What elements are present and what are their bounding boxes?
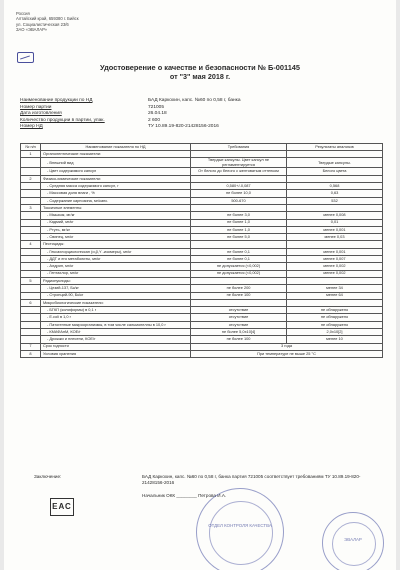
row-number: 8 (21, 350, 41, 357)
column-header: Требования (191, 144, 287, 151)
requirement: От белого до белого с желтоватым оттенком (191, 168, 287, 175)
table-row (21, 219, 383, 226)
table-row (21, 151, 383, 158)
row-number (21, 190, 41, 197)
result: менее 0,001 (287, 226, 383, 233)
table-row (21, 299, 383, 306)
requirement: не более 100 (191, 292, 287, 299)
requirement (191, 204, 287, 211)
row-number (21, 158, 41, 168)
requirement: не более 0,1 (191, 248, 287, 255)
table-row (21, 343, 383, 350)
row-number (21, 212, 41, 219)
indicator-name: Радионуклиды: (41, 277, 191, 284)
table-row (21, 277, 383, 284)
indicator-name: - ДДТ и его метаболиты, мг/кг (41, 256, 191, 263)
indicator-name: - E.coli в 1,0 г (41, 314, 191, 321)
requirement: отсутствие (191, 321, 287, 328)
row-number (21, 248, 41, 255)
result: 2,0х10[2] (287, 329, 383, 336)
quality-table (20, 143, 383, 358)
requirement (191, 277, 287, 284)
table-row (21, 234, 383, 241)
requirement: не более 3,0 (191, 212, 287, 219)
result: Твердые капсулы. (287, 158, 383, 168)
result: менее 0,03 (287, 234, 383, 241)
result: менее 0,002 (287, 270, 383, 277)
indicator-name: Органолептические показатели: (41, 151, 191, 158)
result: менее 64 (287, 292, 383, 299)
result: 532 (287, 197, 383, 204)
info-value: БАД Каркохин, капс. №60 по 0,58 г, банка (148, 98, 241, 103)
indicator-name: - Патогенные микроорганизмы, в том числе сальмонеллы в 10,0 г (41, 321, 191, 328)
indicator-name: - Кадмий, мг/кг (41, 219, 191, 226)
row-number: 1 (21, 151, 41, 158)
row-number: 6 (21, 299, 41, 306)
info-key: Количество продукции в партии, упак. (20, 117, 105, 123)
result: менее 0,001 (287, 248, 383, 255)
table-row (21, 226, 383, 233)
column-header: Наименование показателя по НД (41, 144, 191, 151)
header-line: ЗАО «ЭВАЛАР» (16, 27, 47, 33)
indicator-name: Условия хранения (41, 350, 191, 357)
table-row (21, 204, 383, 211)
info-key: Наименование продукции по НД (20, 98, 93, 103)
table-row (21, 183, 383, 190)
indicator-name: - Массовая доля влаги , % (41, 190, 191, 197)
info-value: 721005 (148, 104, 165, 110)
indicator-name: - Алдрин, мг/кг (41, 263, 191, 270)
row-number: 5 (21, 277, 41, 284)
indicator-name: - Стронций-90, Бк/кг (41, 292, 191, 299)
result (287, 299, 383, 306)
row-number (21, 226, 41, 233)
indicator-name: Токсичные элементы: (41, 204, 191, 211)
row-number (21, 183, 41, 190)
header-line: Алтайский край, 659380 г. Бийск (16, 16, 79, 22)
indicator-name: - БГКП (колиформы) в 0,1 г (41, 307, 191, 314)
table-row (21, 307, 383, 314)
requirement (191, 299, 287, 306)
row-number (21, 314, 41, 321)
result (287, 241, 383, 248)
info-value: 2 600 (148, 117, 161, 123)
result (287, 204, 383, 211)
row-number (21, 292, 41, 299)
table-row (21, 212, 383, 219)
indicator-name: Срок годности (41, 343, 191, 350)
table-row (21, 263, 383, 270)
table-row (21, 190, 383, 197)
result (287, 151, 383, 158)
result: менее 10 (287, 336, 383, 343)
requirement: не более 0,1 (191, 256, 287, 263)
company-stamp (322, 512, 384, 570)
row-number (21, 234, 41, 241)
result: не обнаружено (287, 321, 383, 328)
row-number (21, 263, 41, 270)
table-row (21, 285, 383, 292)
requirement (191, 175, 287, 182)
indicator-name: - Гексахлорциклогексан (α,β,Y -изомеры), мг/кг (41, 248, 191, 255)
table-row (21, 329, 383, 336)
indicator-name: - КМАФАнМ, КОЕ/г (41, 329, 191, 336)
column-header: Результаты анализов (287, 144, 383, 151)
indicator-name: Микробиологические показатели: (41, 299, 191, 306)
row-number (21, 270, 41, 277)
info-value: 26.04.18 (148, 111, 167, 116)
result: 0,568 (287, 183, 383, 190)
table-header-row (21, 144, 383, 151)
row-number (21, 307, 41, 314)
indicator-name: - Дрожжи и плесени, КОЕ/г (41, 336, 191, 343)
row-number (21, 329, 41, 336)
indicator-name: - Средняя масса содержимого капсул, г (41, 183, 191, 190)
requirement: не более 5,0х10[4] (191, 329, 287, 336)
table-row (21, 168, 383, 175)
row-number: 2 (21, 175, 41, 182)
row-number (21, 321, 41, 328)
indicator-name: Физико-химические показатели: (41, 175, 191, 182)
requirement: не более 5,0 (191, 234, 287, 241)
requirement: 3 года (191, 343, 383, 350)
table-row (21, 336, 383, 343)
result (287, 277, 383, 284)
requirement: не более 10,0 (191, 190, 287, 197)
table-row (21, 256, 383, 263)
result: менее 0,002 (287, 263, 383, 270)
table-row (21, 270, 383, 277)
column-header: № п/п (21, 144, 41, 151)
requirement: 0,580+/-0,087 (191, 183, 287, 190)
row-number (21, 256, 41, 263)
requirement: не более 1,0 (191, 226, 287, 233)
info-value: ТУ 10.89.19-820-21428156-2016 (148, 124, 219, 129)
header-line: Россия (16, 11, 30, 16)
header-line: ул. Социалистическая 23/6 (16, 21, 69, 27)
result: 0,01 (287, 219, 383, 226)
indicator-name: - Гептахлор, мг/кг (41, 270, 191, 277)
company-logo (17, 52, 34, 63)
indicator-name: - Мышьяк, мг/кг (41, 212, 191, 219)
table-row (21, 158, 383, 168)
indicator-name: - Ртуть, мг/кг (41, 226, 191, 233)
info-key: Номер партии (20, 104, 52, 110)
result: 0,63 (287, 190, 383, 197)
info-row (20, 124, 380, 131)
info-key: Номер НД (20, 124, 43, 129)
conclusion-text: БАД Каркохин, капс. №60 по 0,58 г, банка партия 721005 соответствует требованиям ТУ 10.89.19-820-21428156-2016 (142, 474, 361, 485)
indicator-name: - Свинец, мг/кг (41, 234, 191, 241)
conclusion-label: Заключение: (34, 474, 62, 479)
table-row (21, 321, 383, 328)
row-number (21, 336, 41, 343)
requirement: отсутствие (191, 314, 287, 321)
row-number: 4 (21, 241, 41, 248)
requirement: не допускается (<0,002) (191, 270, 287, 277)
stamp-text: ОТДЕЛ КОНТРОЛЯ КАЧЕСТВА (208, 523, 272, 528)
table-row (21, 241, 383, 248)
table-row (21, 350, 383, 357)
row-number: 3 (21, 204, 41, 211)
row-number (21, 197, 41, 204)
row-number (21, 168, 41, 175)
result: Белого цвета (287, 168, 383, 175)
row-number (21, 285, 41, 292)
table-row (21, 197, 383, 204)
requirement: При температуре не выше 25 °С (191, 350, 383, 357)
table-row (21, 292, 383, 299)
company-header (16, 11, 79, 33)
result: менее 0,007 (287, 256, 383, 263)
quality-control-stamp (196, 488, 284, 570)
requirement: не более 200 (191, 285, 287, 292)
requirement (191, 151, 287, 158)
indicator-name: - Цвет содержимого капсул (41, 168, 191, 175)
requirement: не допускается (<0,002) (191, 263, 287, 270)
requirement: Твердые капсулы. Цвет капсул не регламентируется (191, 158, 287, 168)
signature-line: Начальник ОКК ________ Петрова И.А. (142, 493, 227, 498)
product-info (20, 98, 380, 131)
requirement: отсутствие (191, 307, 287, 314)
result: не обнаружено (287, 307, 383, 314)
indicator-name: - Содержание карнозина, мг/капс. (41, 197, 191, 204)
indicator-name: Пестициды: (41, 241, 191, 248)
info-key: Дата изготовления (20, 111, 62, 116)
certificate-page (4, 0, 396, 570)
stamp-text: ЭВАЛАР (344, 537, 362, 542)
row-number: 7 (21, 343, 41, 350)
document-date: от "3" мая 2018 г. (169, 72, 231, 81)
requirement: не более 100 (191, 336, 287, 343)
table-row (21, 175, 383, 182)
table-row (21, 314, 383, 321)
row-number (21, 219, 41, 226)
document-title: Удостоверение о качестве и безопасности № Б-001145 (99, 63, 301, 72)
result: менее 34 (287, 285, 383, 292)
requirement (191, 241, 287, 248)
requirement: 500-670 (191, 197, 287, 204)
result: не обнаружено (287, 314, 383, 321)
result (287, 175, 383, 182)
indicator-name: - Цезий-137, Бк/кг (41, 285, 191, 292)
requirement: не более 1,0 (191, 219, 287, 226)
indicator-name: - Внешний вид (41, 158, 191, 168)
eac-mark: ЕАС (50, 498, 74, 516)
table-row (21, 248, 383, 255)
result: менее 0,008 (287, 212, 383, 219)
